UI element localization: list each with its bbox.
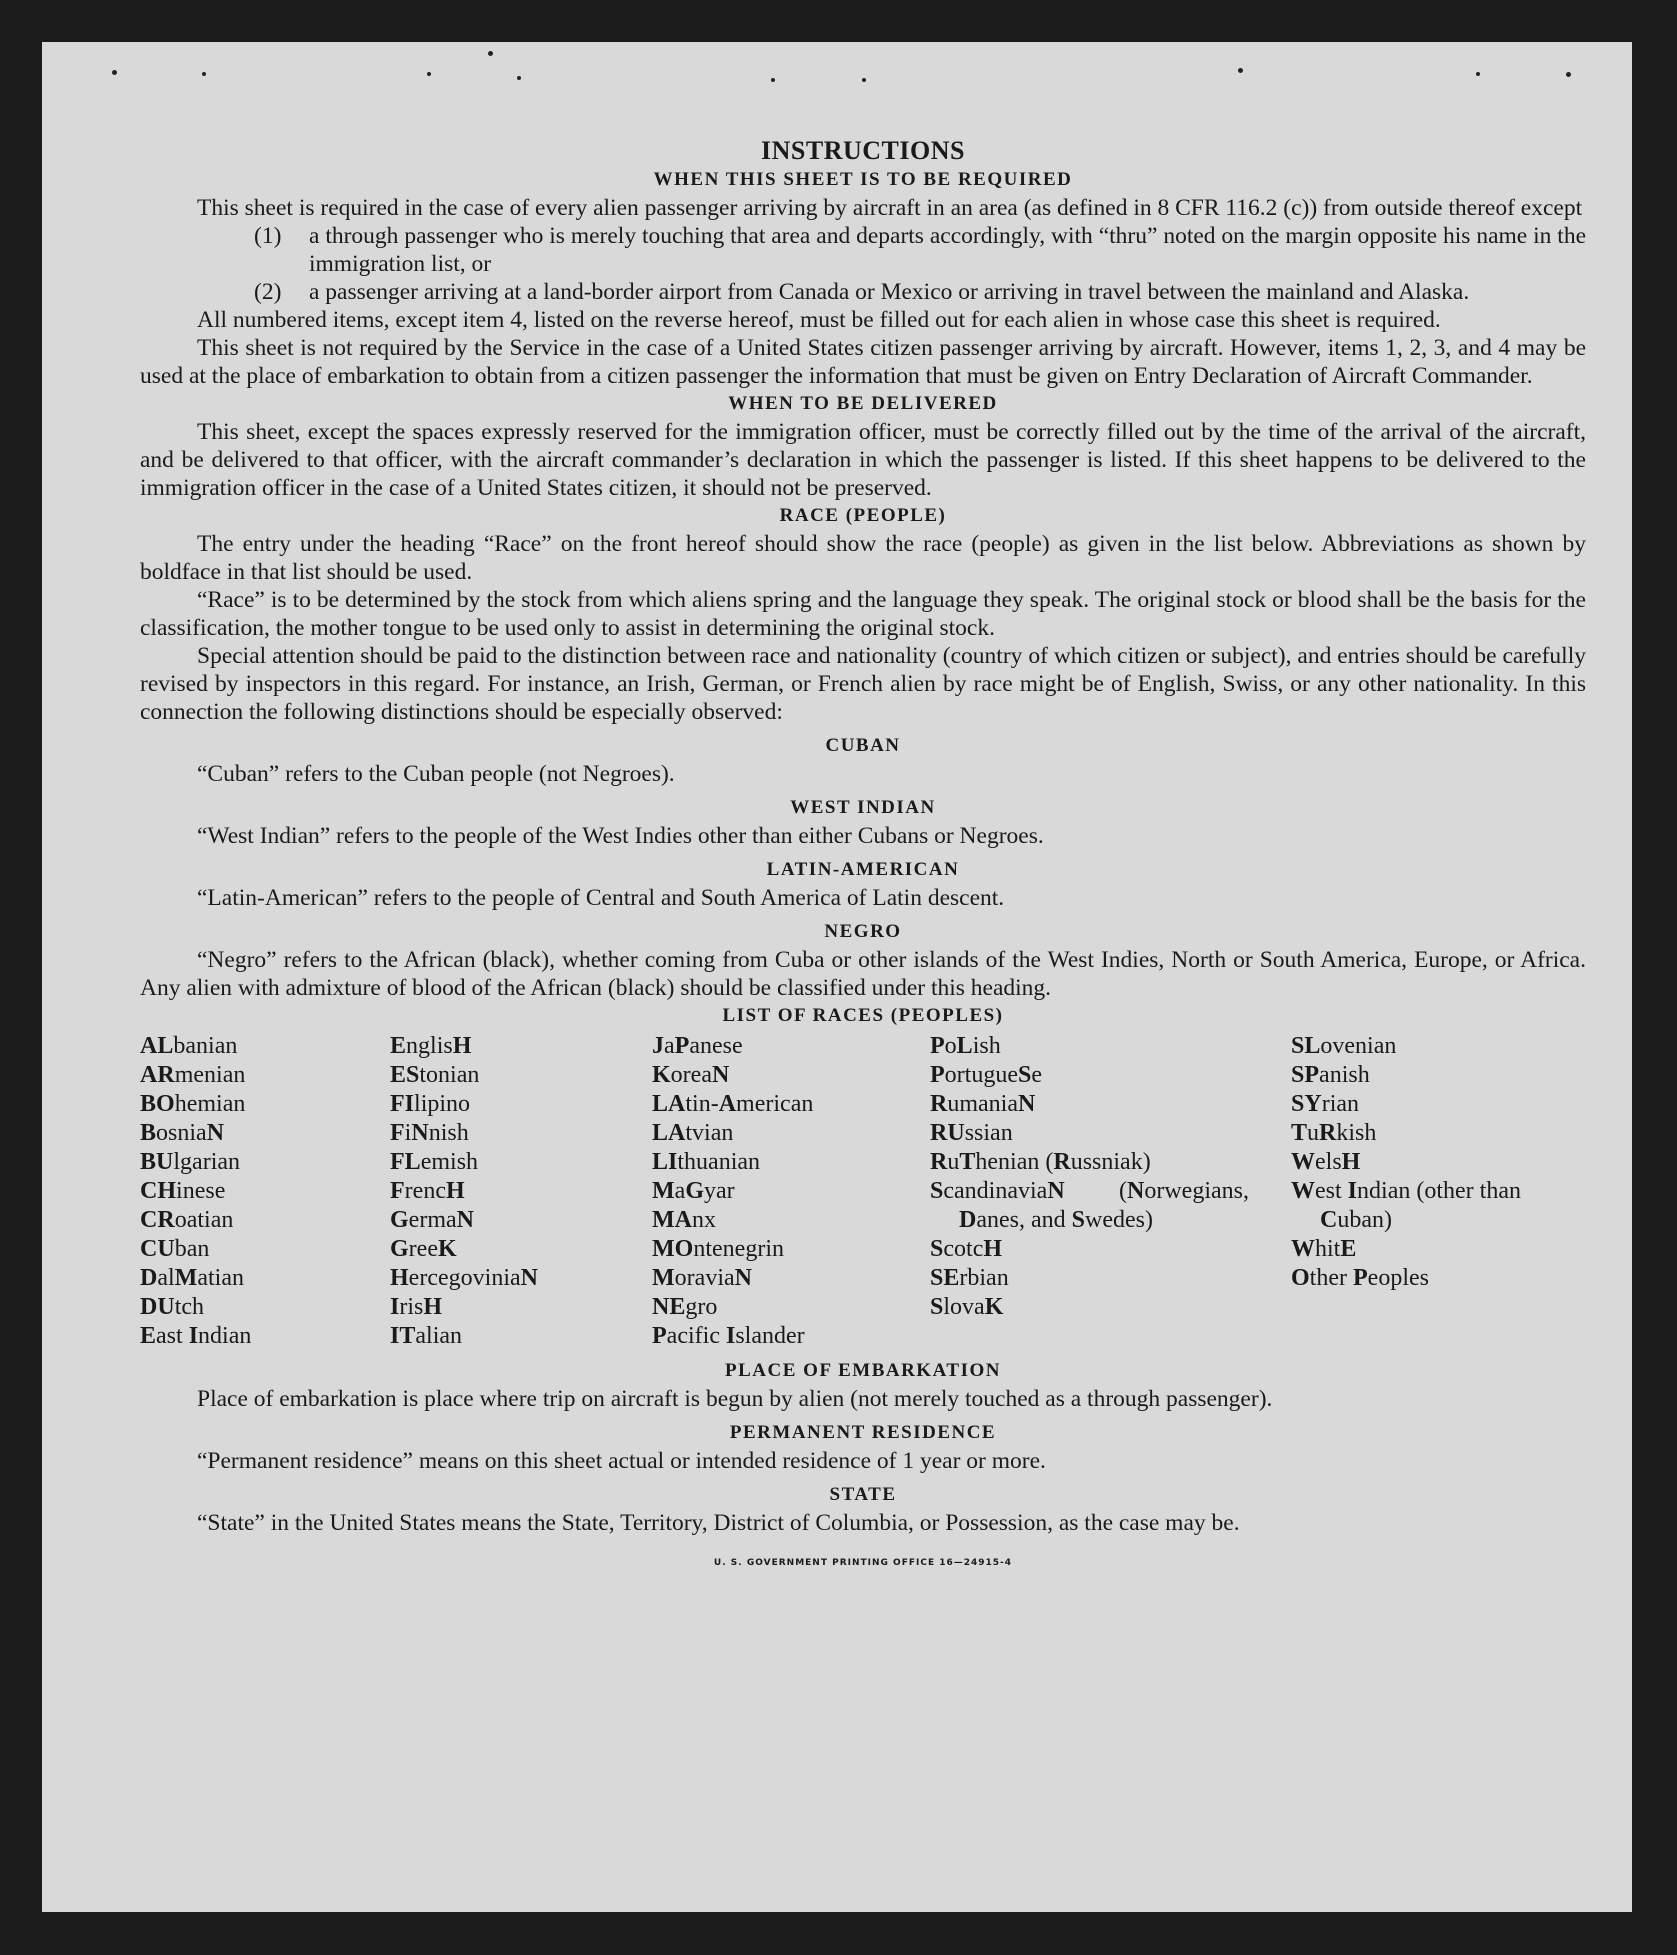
race-entry: GreeK — [390, 1236, 457, 1262]
race-entry: Other Peoples — [1291, 1265, 1429, 1291]
race-entry: MoraviaN — [652, 1265, 752, 1291]
section-heading-cuban: CUBAN — [825, 735, 901, 756]
paragraph: This sheet is required in the case of every alien passenger arriving by aircraft in an area (as defined in 8 CFR 116.2 (c)) from outside thereof except — [197, 195, 1583, 221]
section-heading-embarkation: PLACE OF EMBARKATION — [725, 1360, 1001, 1381]
punch-mark — [771, 78, 775, 82]
race-column-2 — [390, 1032, 652, 1351]
race-column-4 — [930, 1032, 1291, 1351]
race-entry: ARmenian — [140, 1062, 246, 1088]
race-entry: East Indian — [140, 1323, 252, 1349]
punch-mark — [1476, 72, 1480, 76]
section-heading-west-indian: WEST INDIAN — [790, 797, 936, 818]
page-title: INSTRUCTIONS — [761, 136, 965, 165]
race-entry: MaGyar — [652, 1178, 735, 1204]
document-sheet — [42, 42, 1632, 1912]
punch-mark — [202, 72, 206, 76]
race-entry: FLemish — [390, 1149, 479, 1175]
race-entry: WelsH — [1291, 1149, 1361, 1175]
race-entry: Pacific Islander — [652, 1323, 805, 1349]
section-heading-race: RACE (PEOPLE) — [779, 505, 947, 526]
punch-mark — [1566, 72, 1571, 77]
race-entry: FiNnish — [390, 1120, 469, 1146]
item-number: (2) — [254, 279, 282, 305]
race-entry: MOntenegrin — [652, 1236, 784, 1262]
punch-mark — [427, 72, 431, 76]
race-entry: LAtvian — [652, 1120, 734, 1146]
definition-text: “Permanent residence” means on this sheet actual or intended residence of 1 year or more. — [197, 1448, 1046, 1474]
race-entry: SYrian — [1291, 1091, 1360, 1117]
race-entry: MAnx — [652, 1207, 716, 1233]
race-entry: RuThenian (Russniak) — [930, 1149, 1151, 1175]
section-heading-permanent-residence: PERMANENT RESIDENCE — [729, 1422, 997, 1443]
race-entry: FrencH — [390, 1178, 465, 1204]
race-entry: SErbian — [930, 1265, 1009, 1291]
punch-mark — [862, 78, 866, 82]
definition-text: “West Indian” refers to the people of the West Indies other than either Cubans or Negroes. — [197, 823, 1044, 849]
race-entry: RUssian — [930, 1120, 1013, 1146]
punch-mark — [112, 70, 117, 75]
race-entry: LIthuanian — [652, 1149, 761, 1175]
paragraph: All numbered items, except item 4, listed on the reverse hereof, must be filled out for each alien in whose case this sheet is required. — [197, 307, 1441, 333]
paragraph: This sheet, except the spaces expressly reserved for the immigration officer, must be correctly filled out by the time of the arrival of the aircraft, and be delivered to that officer, with the aircraft commander’s declaration in which the passenger is listed. If this sheet happens to be delivered to the immigration officer in the case of a United States citizen, it should not be preserved. — [140, 419, 1586, 501]
race-entry: KoreaN — [652, 1062, 730, 1088]
race-entry: IrisH — [390, 1294, 443, 1320]
race-entry: ScotcH — [930, 1236, 1003, 1262]
race-entry: DUtch — [140, 1294, 205, 1320]
race-entry: CHinese — [140, 1178, 226, 1204]
race-entry: LAtin-American — [652, 1091, 814, 1117]
race-entry: SlovaK — [930, 1294, 1004, 1320]
paragraph: Special attention should be paid to the distinction between race and nationality (country of which citizen or subject), and entries should be carefully revised by inspectors in this regard. For instance, an Irish, German, or French alien by race might be of English, Swiss, or any other nationality. In this connection the following distinctions should be especially observed: — [140, 643, 1586, 725]
paragraph: The entry under the heading “Race” on the front hereof should show the race (people) as given in the list below. Abbreviations as shown by boldface in that list should be used. — [140, 531, 1586, 585]
section-heading-negro: NEGRO — [824, 921, 902, 942]
race-entry: CUban — [140, 1236, 210, 1262]
section-heading-latin-american: LATIN-AMERICAN — [766, 859, 960, 880]
race-column-1 — [140, 1032, 390, 1351]
race-entry: NEgro — [652, 1294, 718, 1320]
race-entry: DalMatian — [140, 1265, 244, 1291]
item-number: (1) — [254, 223, 282, 249]
race-entry: ITalian — [390, 1323, 463, 1349]
list-item — [140, 278, 1586, 306]
instructions-content — [140, 132, 1586, 1577]
race-column-5 — [1291, 1032, 1586, 1351]
section-heading-when-delivered: WHEN TO BE DELIVERED — [728, 393, 998, 414]
paragraph: This sheet is not required by the Service in the case of a United States citizen passenger arriving by aircraft. However, items 1, 2, 3, and 4 may be used at the place of embarkation to obtain from a citizen passenger the information that must be given on Entry Declaration of Aircraft Commander. — [140, 335, 1586, 389]
paragraph: “State” in the United States means the State, Territory, District of Columbia, or Possession, as the case may be. — [197, 1510, 1240, 1536]
section-heading-when-required: WHEN THIS SHEET IS TO BE REQUIRED — [653, 169, 1073, 190]
list-item — [140, 222, 1586, 278]
definition-text: “Cuban” refers to the Cuban people (not Negroes). — [197, 761, 675, 787]
section-heading-list-of-races: LIST OF RACES (PEOPLES) — [722, 1005, 1004, 1026]
race-entry: RumaniaN — [930, 1091, 1036, 1117]
race-entry: BOhemian — [140, 1091, 246, 1117]
section-heading-state: STATE — [829, 1484, 897, 1505]
punch-mark — [488, 51, 493, 56]
item-text: a through passenger who is merely touching that area and departs accordingly, with “thru” noted on the margin opposite his name in the immigration list, or — [309, 223, 1586, 277]
punch-mark — [517, 76, 521, 80]
race-list-table — [140, 1032, 1586, 1351]
race-entry: GermaN — [390, 1207, 474, 1233]
paragraph: “Negro” refers to the African (black), whether coming from Cuba or other islands of the West Indies, North or South America, Europe, or Africa. Any alien with admixture of blood of the African (black) should be classified under this heading. — [140, 947, 1586, 1001]
item-text: a passenger arriving at a land-border airport from Canada or Mexico or arriving in travel between the mainland and Alaska. — [309, 279, 1470, 305]
race-entry: SPanish — [1291, 1062, 1370, 1088]
race-entry: SLovenian — [1291, 1033, 1397, 1059]
race-entry: PortugueSe — [930, 1062, 1043, 1088]
race-column-3 — [652, 1032, 930, 1351]
race-entry: FIlipino — [390, 1091, 471, 1117]
race-entry: CRoatian — [140, 1207, 234, 1233]
race-entry: TuRkish — [1291, 1120, 1377, 1146]
definition-text: “Latin-American” refers to the people of Central and South America of Latin descent. — [197, 885, 1005, 911]
race-entry: PoLish — [930, 1033, 1001, 1059]
race-entry: JaPanese — [652, 1033, 743, 1059]
race-entry: EStonian — [390, 1062, 480, 1088]
race-entry: ALbanian — [140, 1033, 238, 1059]
race-entry: WhitE — [1291, 1236, 1357, 1262]
race-entry: BosniaN — [140, 1120, 225, 1146]
race-entry: EnglisH — [390, 1033, 472, 1059]
punch-mark — [1238, 68, 1243, 73]
paragraph: Place of embarkation is place where trip on aircraft is begun by alien (not merely touched as a through passenger). — [197, 1386, 1273, 1412]
race-entry: West Indian (other than Cuban) — [1291, 1178, 1521, 1233]
race-entry: ScandinaviaN (Norwegians, Danes, and Swedes) — [930, 1178, 1249, 1233]
race-entry: BUlgarian — [140, 1149, 241, 1175]
race-entry: HercegoviniaN — [390, 1265, 538, 1291]
paragraph: “Race” is to be determined by the stock from which aliens spring and the language they speak. The original stock or blood shall be the basis for the classification, the mother tongue to be used only to assist in determining the original stock. — [140, 587, 1586, 641]
printer-imprint: U. S. GOVERNMENT PRINTING OFFICE 16—24915-4 — [713, 1558, 1013, 1568]
